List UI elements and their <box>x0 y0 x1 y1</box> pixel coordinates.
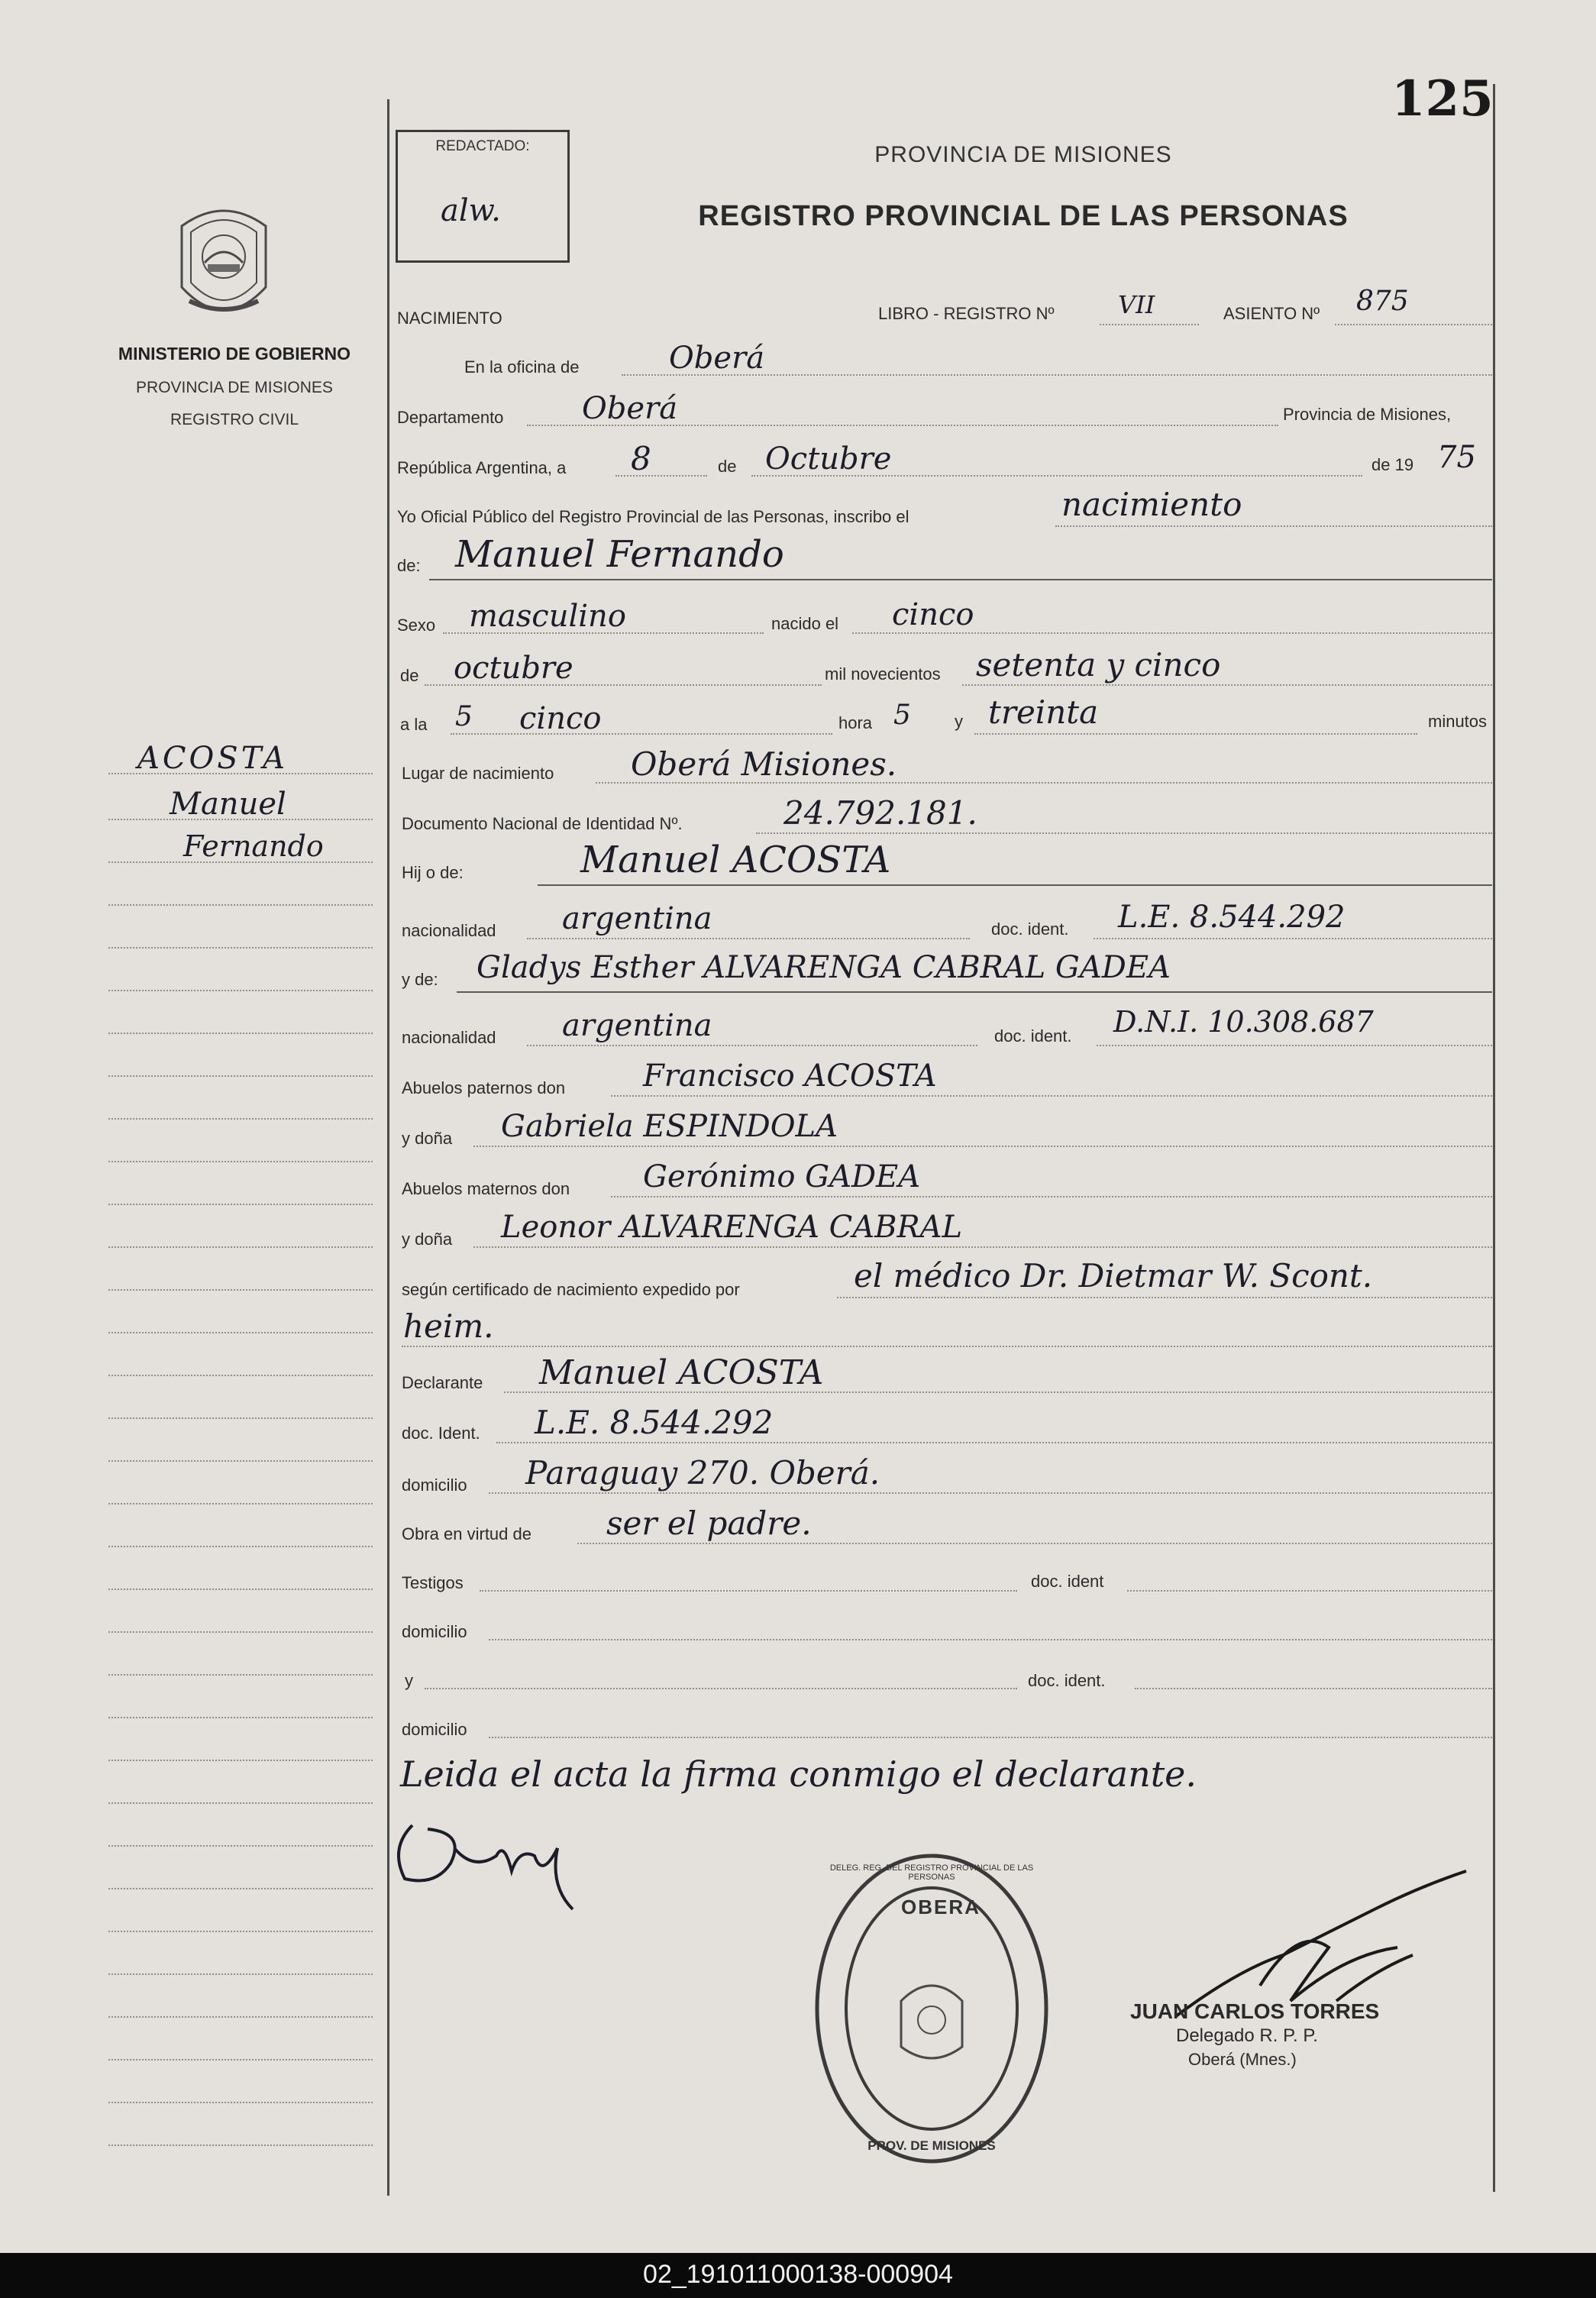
doc2-label: doc. ident. <box>994 1026 1072 1046</box>
margin-line <box>108 904 373 906</box>
ala-label: a la <box>400 715 428 734</box>
name-line <box>429 579 1492 580</box>
nac2-label: nacionalidad <box>402 1028 496 1047</box>
domicilio2-line <box>489 1639 1492 1640</box>
mil-label: mil novecientos <box>825 664 941 684</box>
departamento-line <box>527 425 1278 426</box>
docid-label: doc. Ident. <box>402 1424 480 1443</box>
margin-line <box>108 1931 373 1932</box>
provincia-suffix: Provincia de Misiones, <box>1283 405 1452 424</box>
margin-line <box>108 2016 373 2018</box>
province-label: PROVINCIA DE MISIONES <box>136 379 333 396</box>
domicilio3-label: domicilio <box>402 1720 467 1739</box>
nacido-label: nacido el <box>771 614 839 633</box>
page-number: 125 <box>1391 70 1494 128</box>
doc2-value: D.N.I. 10.308.687 <box>1113 1005 1374 1039</box>
declarante-value: Manuel ACOSTA <box>539 1353 824 1392</box>
lugar-value: Oberá Misiones. <box>631 745 897 783</box>
oficial-text: Yo Oficial Público del Registro Provincial de las Personas, inscribo el <box>397 507 909 526</box>
nac1-value: argentina <box>562 901 712 936</box>
domicilio-line <box>489 1492 1492 1494</box>
oficina-label: En la oficina de <box>464 357 580 377</box>
margin-line <box>108 1674 373 1676</box>
margin-line <box>108 1888 373 1889</box>
sexo-value: masculino <box>469 599 626 634</box>
domicilio2-label: domicilio <box>402 1622 467 1641</box>
cert-line <box>837 1297 1492 1298</box>
official-role: Delegado R. P. P. <box>1176 2025 1318 2046</box>
de-label: de <box>718 457 737 476</box>
ala-num: 5 <box>455 701 473 732</box>
redactado-box <box>396 130 570 263</box>
margin-line <box>108 1973 373 1975</box>
lugar-line <box>596 782 1492 784</box>
testigos-label: Testigos <box>402 1573 464 1592</box>
cert-label: según certificado de nacimiento expedido por <box>402 1280 740 1299</box>
margin-line <box>108 773 373 774</box>
official-name: JUAN CARLOS TORRES <box>1130 1999 1380 2023</box>
oficial-value: nacimiento <box>1061 486 1242 523</box>
margin-line <box>108 990 373 991</box>
father-name: Manuel ACOSTA <box>580 839 891 881</box>
margin-line <box>108 2059 373 2060</box>
stamp-top-text: OBERA <box>901 1896 981 1918</box>
abp2-value: Gabriela ESPINDOLA <box>501 1109 838 1144</box>
month2-line <box>425 684 822 686</box>
y2-line <box>425 1688 1017 1689</box>
obra-value: ser el padre. <box>606 1505 812 1542</box>
registry-label: REGISTRO CIVIL <box>170 411 299 428</box>
asiento-label: ASIENTO Nº <box>1223 304 1320 323</box>
child-name: Manuel Fernando <box>455 533 784 576</box>
margin-line <box>108 1332 373 1333</box>
margin-line <box>108 1631 373 1633</box>
margin-line <box>108 1289 373 1291</box>
margin-line <box>108 947 373 949</box>
abp2-line <box>473 1146 1492 1147</box>
hijo-label: Hij o de: <box>402 863 464 882</box>
docident2-label: doc. ident. <box>1028 1671 1106 1690</box>
dni-label: Documento Nacional de Identidad Nº. <box>402 814 683 833</box>
doc1-value: L.E. 8.544.292 <box>1118 900 1346 935</box>
doc2-line <box>1097 1045 1492 1046</box>
cert-line-2 <box>402 1346 1492 1347</box>
declarante-label: Declarante <box>402 1373 483 1392</box>
father-line <box>538 884 1492 886</box>
closing-statement: Leida el acta la firma conmigo el declarante. <box>400 1753 1197 1795</box>
nacido-value: cinco <box>892 597 974 632</box>
libro-value: VII <box>1118 290 1155 319</box>
y-label: y <box>955 712 963 731</box>
docid-value: L.E. 8.544.292 <box>535 1404 774 1441</box>
departamento-value: Oberá <box>582 391 678 426</box>
day-line <box>615 475 707 477</box>
minutos-value: treinta <box>988 693 1099 731</box>
yde-label: y de: <box>402 970 438 989</box>
sexo-label: Sexo <box>397 616 436 635</box>
dni-line <box>756 832 1492 834</box>
abm2-value: Leonor ALVARENGA CABRAL <box>501 1210 963 1245</box>
asiento-value: 875 <box>1356 286 1409 317</box>
month2-value: octubre <box>454 651 573 686</box>
ala-line <box>451 733 832 735</box>
redactado-label: REDACTADO: <box>435 138 530 154</box>
testigos-line <box>480 1590 1017 1592</box>
cert-value-2: heim. <box>403 1307 494 1345</box>
obra-line <box>577 1543 1492 1544</box>
margin-line <box>108 1161 373 1162</box>
cert-value: el médico Dr. Dietmar W. Scont. <box>854 1257 1373 1294</box>
lugar-label: Lugar de nacimiento <box>402 764 554 783</box>
month-line <box>751 475 1362 477</box>
asiento-line <box>1335 324 1492 325</box>
margin-line <box>108 1033 373 1034</box>
footer-code: 02_191011000138-000904 <box>643 2260 953 2289</box>
margin-surname: ACOSTA <box>137 741 289 776</box>
margin-line <box>108 1075 373 1077</box>
libro-line <box>1100 324 1199 325</box>
margin-line <box>108 1589 373 1590</box>
hora-num: 5 <box>893 700 911 731</box>
right-rule <box>1493 84 1495 2192</box>
hora-label: hora <box>838 713 873 732</box>
docident2-line <box>1135 1688 1492 1689</box>
abm-line <box>611 1196 1492 1197</box>
minutos-label: minutos <box>1428 712 1488 731</box>
abm2-line <box>473 1246 1492 1248</box>
dni-value: 24.792.181. <box>783 794 977 832</box>
stamp-bottom-text: PROV. DE MISIONES <box>867 2138 996 2153</box>
docident-label: doc. ident <box>1031 1572 1104 1591</box>
margin-line <box>108 819 373 820</box>
record-type-label: NACIMIENTO <box>397 309 502 328</box>
margin-line <box>108 861 373 863</box>
margin-line <box>108 1375 373 1376</box>
oficina-line <box>622 374 1492 376</box>
domicilio-label: domicilio <box>402 1475 467 1495</box>
day-value: 8 <box>631 440 651 477</box>
margin-line <box>108 1118 373 1120</box>
ydona1-label: y doña <box>402 1129 453 1148</box>
redactado-value: alw. <box>441 193 501 228</box>
nacido-line <box>852 632 1492 634</box>
de3-label: de <box>400 666 419 685</box>
stamp-ring-text: DELEG. REG. DEL REGISTRO PROVINCIAL DE LAS PERSONAS <box>829 1863 1034 1882</box>
official-place: Oberá (Mnes.) <box>1188 2050 1297 2069</box>
sexo-line <box>443 632 764 634</box>
abp-value: Francisco ACOSTA <box>643 1059 937 1094</box>
mother-line <box>457 991 1492 993</box>
de2-label: de: <box>397 556 421 575</box>
ydona2-label: y doña <box>402 1230 453 1249</box>
mother-name: Gladys Esther ALVARENGA CABRAL GADEA <box>477 950 1171 985</box>
margin-line <box>108 2102 373 2103</box>
departamento-label: Departamento <box>397 408 504 427</box>
oficina-value: Oberá <box>669 341 765 376</box>
margin-line <box>108 1717 373 1718</box>
domicilio-value: Paraguay 270. Oberá. <box>525 1454 880 1492</box>
header-title: REGISTRO PROVINCIAL DE LAS PERSONAS <box>698 200 1349 232</box>
docid-line <box>496 1442 1492 1443</box>
docident-line <box>1127 1590 1492 1592</box>
header-province: PROVINCIA DE MISIONES <box>874 142 1172 167</box>
ala-value: cinco <box>519 701 602 736</box>
margin-line <box>108 1204 373 1205</box>
abp-label: Abuelos paternos don <box>402 1078 566 1097</box>
mil-line <box>962 684 1492 686</box>
margin-line <box>108 1546 373 1547</box>
doc1-label: doc. ident. <box>991 920 1069 939</box>
margin-line <box>108 1503 373 1505</box>
abm-value: Gerónimo GADEA <box>643 1159 921 1194</box>
nac1-line <box>527 938 970 939</box>
margin-line <box>108 1246 373 1248</box>
margin-line <box>108 1802 373 1804</box>
month-value: Octubre <box>765 441 892 477</box>
obra-label: Obra en virtud de <box>402 1524 531 1543</box>
nac2-value: argentina <box>562 1008 712 1043</box>
margin-line <box>108 1845 373 1847</box>
declarant-signature-icon <box>382 1802 596 1917</box>
margin-line <box>108 1417 373 1419</box>
declarante-line <box>504 1391 1492 1393</box>
margin-firstname: Manuel <box>170 787 286 822</box>
minutos-line <box>974 733 1417 735</box>
nac2-line <box>527 1045 977 1046</box>
margin-line <box>108 1460 373 1462</box>
domicilio3-line <box>489 1737 1492 1738</box>
abp-line <box>611 1095 1492 1097</box>
margin-line <box>108 2144 373 2146</box>
abm-label: Abuelos maternos don <box>402 1179 570 1198</box>
provincial-seal-icon <box>174 203 273 324</box>
nac1-label: nacionalidad <box>402 921 496 940</box>
libro-label: LIBRO - REGISTRO Nº <box>878 304 1055 323</box>
doc1-line <box>1094 938 1492 939</box>
y2-label: y <box>405 1671 413 1690</box>
margin-line <box>108 1760 373 1761</box>
margin-secondname: Fernando <box>183 829 324 863</box>
oficial-line <box>1055 525 1492 527</box>
republica-label: República Argentina, a <box>397 458 567 477</box>
year-value: 75 <box>1437 440 1476 475</box>
mil-value: setenta y cinco <box>976 646 1221 684</box>
year-prefix: de 19 <box>1371 455 1414 474</box>
ministry-label: MINISTERIO DE GOBIERNO <box>118 344 351 364</box>
